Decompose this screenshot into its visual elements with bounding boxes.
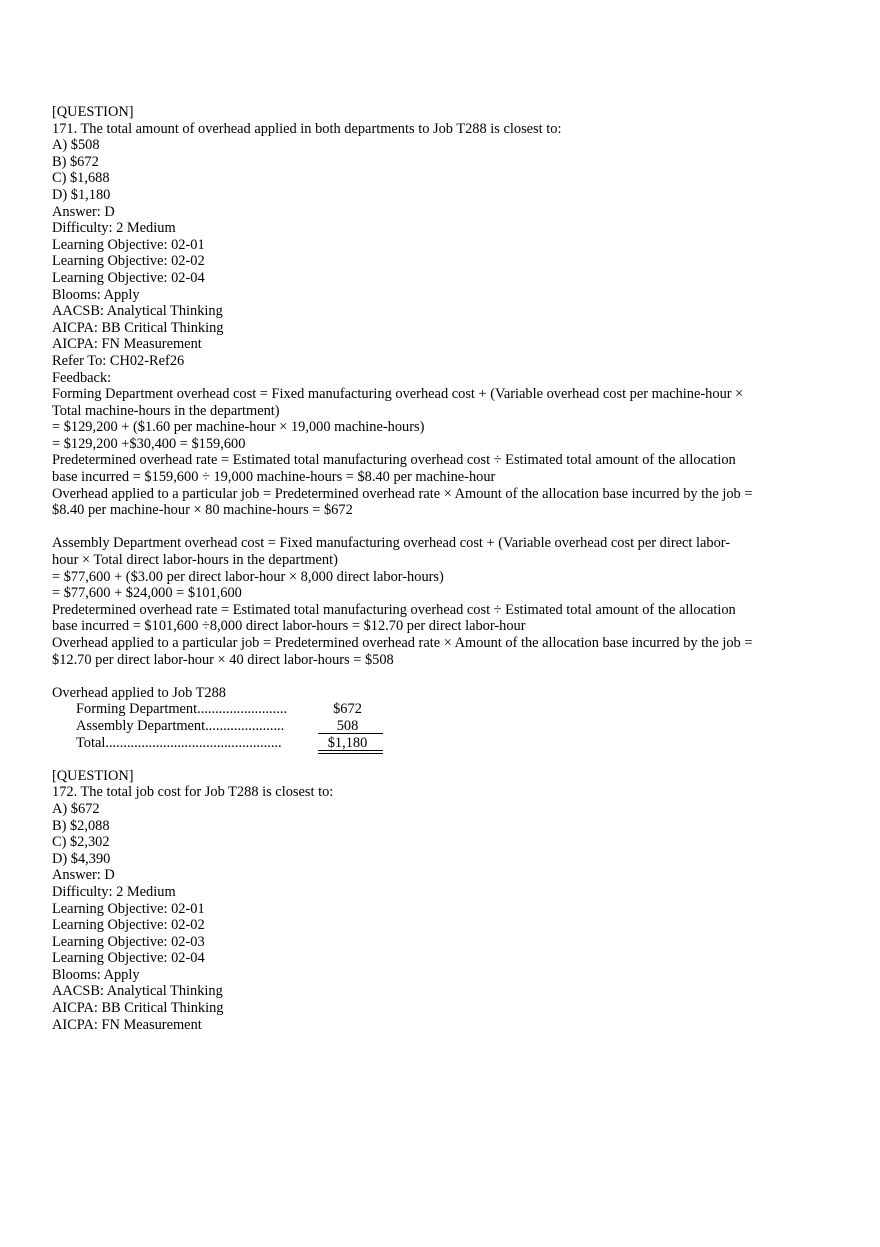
feedback-line: Overhead applied to a particular job = Predetermined overhead rate × Amount of the allocation base incurred by the job = [52,485,753,502]
feedback-line: base incurred = $159,600 ÷ 19,000 machine-hours = $8.40 per machine-hour [52,469,496,486]
question-text: 171. The total amount of overhead applied in both departments to Job T288 is closest to: [52,120,562,137]
aacsb: AACSB: Analytical Thinking [52,983,223,1000]
question-172 [52,768,772,1034]
summary-row-forming [52,701,772,718]
summary-value: 508 [336,717,359,734]
total-double-underline [318,750,383,751]
summary-label: Assembly Department...................... [76,717,285,734]
question-171 [52,104,772,751]
assembly-department-feedback [52,535,772,668]
option-c: C) $1,688 [52,170,110,187]
feedback-line: = $129,200 + ($1.60 per machine-hour × 19,000 machine-hours) [52,419,425,436]
feedback-line: Overhead applied to a particular job = Predetermined overhead rate × Amount of the allocation base incurred by the job = [52,635,753,651]
learning-objective: Learning Objective: 02-01 [52,236,205,253]
feedback-line: Forming Department overhead cost = Fixed manufacturing overhead cost + (Variable overhead cost per machine-hour × [52,386,744,403]
feedback-line: = $77,600 + ($3.00 per direct labor-hour × 8,000 direct labor-hours) [52,568,444,585]
summary-row-assembly [52,718,772,735]
aicpa-fn: AICPA: FN Measurement [52,336,202,353]
feedback-line: Assembly Department overhead cost = Fixed manufacturing overhead cost + (Variable overhead cost per direct labor- [52,535,731,552]
aicpa-fn: AICPA: FN Measurement [52,1016,202,1033]
feedback-line: = $129,200 +$30,400 = $159,600 [52,435,246,452]
spacer [52,751,772,768]
answer: Answer: D [52,203,115,220]
feedback-line: $8.40 per machine-hour × 80 machine-hours = $672 [52,502,353,519]
question-header: [QUESTION] [52,767,134,784]
forming-department-feedback [52,386,772,519]
learning-objective: Learning Objective: 02-04 [52,269,205,286]
option-a: A) $508 [52,137,100,154]
feedback-label: Feedback: [52,369,112,386]
difficulty: Difficulty: 2 Medium [52,883,176,900]
aicpa-bb: AICPA: BB Critical Thinking [52,319,224,336]
summary-label: Total................................................. [76,734,282,751]
question-text: 172. The total job cost for Job T288 is closest to: [52,784,334,801]
question-header: [QUESTION] [52,104,134,120]
aicpa-bb: AICPA: BB Critical Thinking [52,1000,224,1017]
summary-title: Overhead applied to Job T288 [52,684,226,701]
answer: Answer: D [52,867,115,884]
summary-value: $672 [333,701,362,718]
option-b: B) $2,088 [52,817,110,834]
learning-objective: Learning Objective: 02-04 [52,950,205,967]
learning-objective: Learning Objective: 02-02 [52,253,205,270]
spacer [52,668,772,685]
aacsb: AACSB: Analytical Thinking [52,303,223,320]
feedback-line: Predetermined overhead rate = Estimated total manufacturing overhead cost ÷ Estimated total amount of the allocation [52,452,736,469]
feedback-line: Total machine-hours in the department) [52,402,280,419]
learning-objective: Learning Objective: 02-02 [52,917,205,934]
feedback-line: = $77,600 + $24,000 = $101,600 [52,585,242,602]
option-d: D) $1,180 [52,186,111,203]
document-page [52,104,772,1033]
summary-value: $1,180 [327,734,368,751]
feedback-line: hour × Total direct labor-hours in the department) [52,552,338,569]
option-a: A) $672 [52,800,100,817]
option-b: B) $672 [52,153,99,170]
summary-row-total [52,735,772,752]
difficulty: Difficulty: 2 Medium [52,220,176,237]
total-double-underline [318,753,383,754]
summary-label: Forming Department......................... [76,701,288,718]
feedback-line: Predetermined overhead rate = Estimated total manufacturing overhead cost ÷ Estimated total amount of the allocation [52,601,736,618]
option-c: C) $2,302 [52,834,110,851]
learning-objective: Learning Objective: 02-01 [52,900,205,917]
feedback-line: base incurred = $101,600 ÷8,000 direct labor-hours = $12.70 per direct labor-hour [52,618,526,635]
blooms: Blooms: Apply [52,966,140,983]
feedback-line: $12.70 per direct labor-hour × 40 direct labor-hours = $508 [52,651,394,668]
learning-objective: Learning Objective: 02-03 [52,933,205,950]
blooms: Blooms: Apply [52,286,140,303]
refer-to: Refer To: CH02-Ref26 [52,352,185,369]
option-d: D) $4,390 [52,850,111,867]
overhead-summary-table [52,685,772,751]
spacer [52,519,772,536]
